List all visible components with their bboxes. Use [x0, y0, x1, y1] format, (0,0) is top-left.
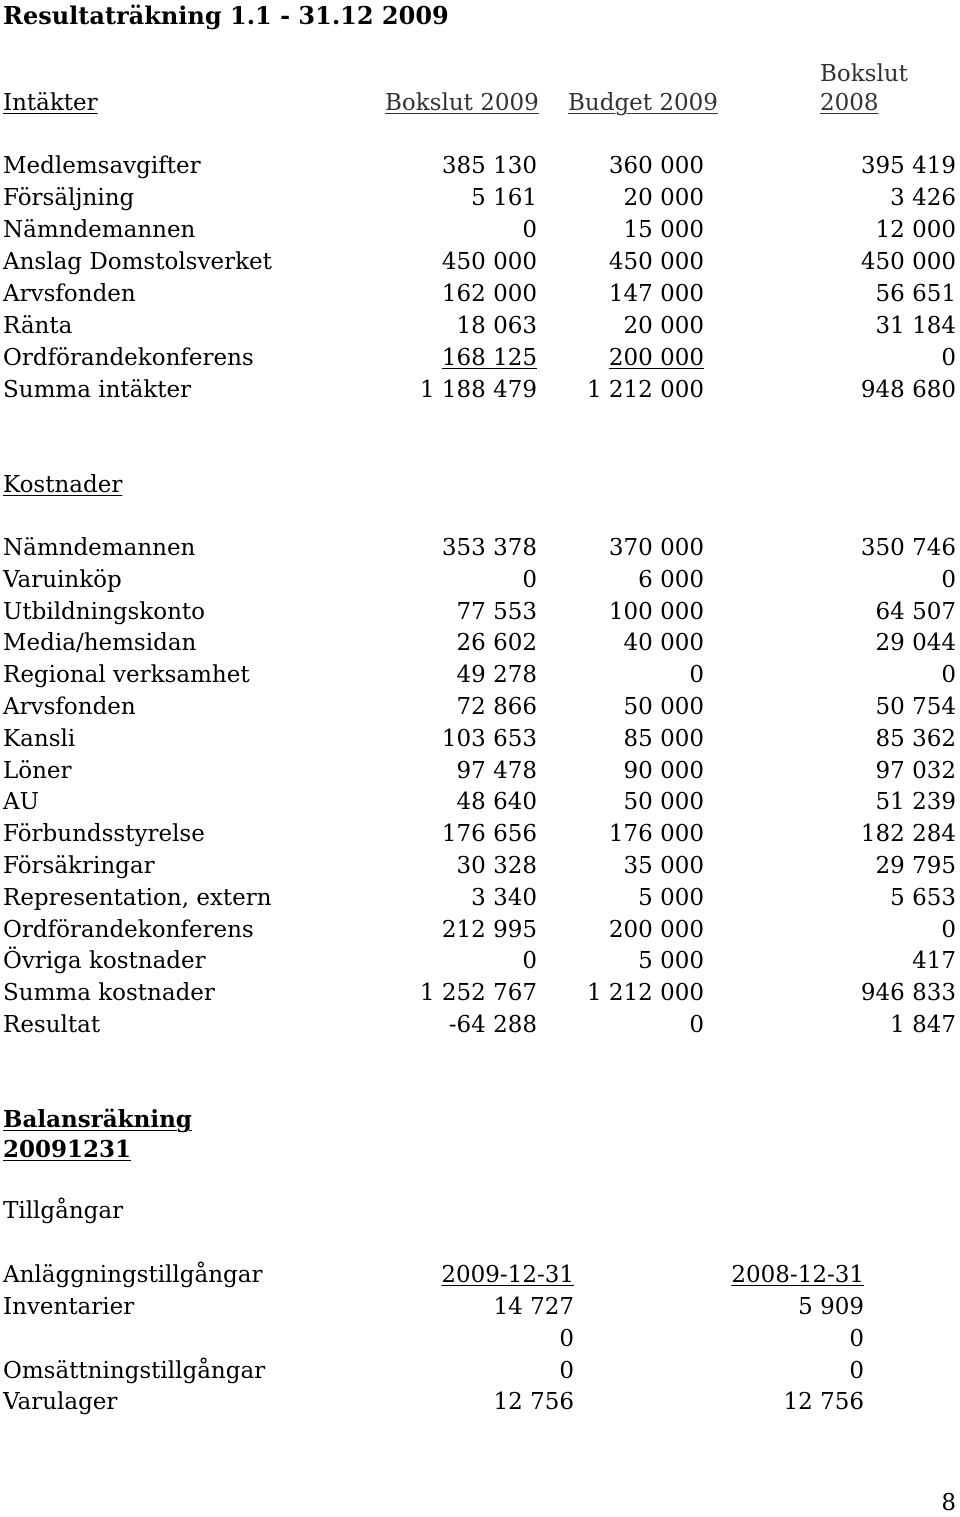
value-bokslut-2008: 64 507	[875, 599, 956, 625]
value-2009: 0	[559, 1358, 574, 1384]
value-budget-2009: 200 000	[608, 345, 704, 371]
value-budget-2009: 90 000	[623, 758, 704, 784]
row-label: Resultat	[3, 1012, 101, 1038]
value-bokslut-2009: 0	[522, 567, 537, 593]
value-bokslut-2008: 182 284	[860, 821, 956, 847]
value-bokslut-2009: 77 553	[456, 599, 537, 625]
value-budget-2009: 176 000	[608, 821, 704, 847]
value-bokslut-2009: 72 866	[456, 694, 537, 720]
value-2008: 5 909	[798, 1294, 864, 1320]
value-bokslut-2008: 29 044	[875, 630, 956, 656]
col-header-bokslut-2008-line2: 2008	[820, 90, 879, 116]
col-header-bokslut-2009: Bokslut 2009	[385, 90, 539, 116]
row-label: Varulager	[3, 1389, 118, 1415]
value-budget-2009: 450 000	[608, 249, 704, 275]
row-label: Löner	[3, 758, 72, 784]
value-2008: 0	[849, 1358, 864, 1384]
value-bokslut-2009: 353 378	[441, 535, 537, 561]
row-label: Försäljning	[3, 185, 135, 211]
value-bokslut-2008: 946 833	[860, 980, 956, 1006]
value-2008: 0	[849, 1326, 864, 1352]
value-budget-2009: 1 212 000	[586, 980, 704, 1006]
row-label: Regional verksamhet	[3, 662, 250, 688]
value-bokslut-2008: 5 653	[890, 885, 956, 911]
value-bokslut-2009: 30 328	[456, 853, 537, 879]
value-budget-2009: 0	[689, 1012, 704, 1038]
value-budget-2009: 5 000	[638, 885, 704, 911]
page-title: Resultaträkning 1.1 - 31.12 2009	[3, 1, 449, 30]
value-bokslut-2009: 176 656	[441, 821, 537, 847]
value-bokslut-2008: 417	[912, 948, 956, 974]
value-bokslut-2009: 1 188 479	[419, 377, 537, 403]
value-budget-2009: 370 000	[608, 535, 704, 561]
row-label: Summa kostnader	[3, 980, 215, 1006]
value-bokslut-2009: 168 125	[441, 345, 537, 371]
value-bokslut-2009: 5 161	[471, 185, 537, 211]
value-budget-2009: 85 000	[623, 726, 704, 752]
row-label: Representation, extern	[3, 885, 272, 911]
value-bokslut-2008: 395 419	[860, 153, 956, 179]
value-bokslut-2008: 450 000	[860, 249, 956, 275]
value-budget-2009: 6 000	[638, 567, 704, 593]
value-budget-2009: 0	[689, 662, 704, 688]
row-label: Ordförandekonferens	[3, 345, 254, 371]
value-bokslut-2008: 31 184	[875, 313, 956, 339]
row-label: Inventarier	[3, 1294, 135, 1320]
value-bokslut-2009: 49 278	[456, 662, 537, 688]
value-bokslut-2008: 0	[941, 567, 956, 593]
value-2008: 12 756	[783, 1389, 864, 1415]
row-label: Arvsfonden	[3, 281, 136, 307]
value-budget-2009: 147 000	[608, 281, 704, 307]
value-bokslut-2008: 948 680	[860, 377, 956, 403]
value-bokslut-2009: 103 653	[441, 726, 537, 752]
value-bokslut-2009: 162 000	[441, 281, 537, 307]
date-2009-header: 2009-12-31	[441, 1262, 574, 1288]
value-bokslut-2009: 212 995	[441, 917, 537, 943]
row-label: Förbundsstyrelse	[3, 821, 205, 847]
value-bokslut-2008: 0	[941, 917, 956, 943]
row-label: Försäkringar	[3, 853, 155, 879]
value-bokslut-2009: 385 130	[441, 153, 537, 179]
row-label: Media/hemsidan	[3, 630, 197, 656]
value-bokslut-2008: 29 795	[875, 853, 956, 879]
row-label: Omsättningstillgångar	[3, 1358, 266, 1384]
value-budget-2009: 35 000	[623, 853, 704, 879]
value-budget-2009: 50 000	[623, 789, 704, 815]
value-bokslut-2008: 0	[941, 345, 956, 371]
value-budget-2009: 5 000	[638, 948, 704, 974]
value-bokslut-2009: 0	[522, 948, 537, 974]
value-bokslut-2009: 48 640	[456, 789, 537, 815]
value-bokslut-2008: 97 032	[875, 758, 956, 784]
value-budget-2009: 50 000	[623, 694, 704, 720]
row-label: Anläggningstillgångar	[3, 1262, 263, 1288]
value-budget-2009: 360 000	[608, 153, 704, 179]
value-budget-2009: 15 000	[623, 217, 704, 243]
assets-heading: Tillgångar	[3, 1198, 124, 1224]
row-label: Nämndemannen	[3, 217, 196, 243]
row-label: Kansli	[3, 726, 76, 752]
value-2009: 14 727	[493, 1294, 574, 1320]
row-label: Ränta	[3, 313, 73, 339]
value-bokslut-2008: 50 754	[875, 694, 956, 720]
row-label: Medlemsavgifter	[3, 153, 201, 179]
income-heading: Intäkter	[3, 90, 98, 116]
value-budget-2009: 20 000	[623, 313, 704, 339]
value-bokslut-2009: 3 340	[471, 885, 537, 911]
value-bokslut-2009: 1 252 767	[419, 980, 537, 1006]
row-label: Nämndemannen	[3, 535, 196, 561]
row-label: AU	[3, 789, 39, 815]
row-label: Arvsfonden	[3, 694, 136, 720]
value-bokslut-2009: 26 602	[456, 630, 537, 656]
value-bokslut-2008: 350 746	[860, 535, 956, 561]
row-label: Ordförandekonferens	[3, 917, 254, 943]
value-2009: 0	[559, 1326, 574, 1352]
value-bokslut-2008: 56 651	[875, 281, 956, 307]
row-label: Varuinköp	[3, 567, 122, 593]
costs-heading: Kostnader	[3, 472, 123, 498]
value-bokslut-2008: 3 426	[890, 185, 956, 211]
value-budget-2009: 1 212 000	[586, 377, 704, 403]
value-bokslut-2009: -64 288	[448, 1012, 537, 1038]
value-budget-2009: 20 000	[623, 185, 704, 211]
row-label: Utbildningskonto	[3, 599, 205, 625]
value-bokslut-2008: 12 000	[875, 217, 956, 243]
balance-heading-line1: Balansräkning	[3, 1106, 192, 1133]
value-bokslut-2009: 18 063	[456, 313, 537, 339]
balance-heading-line2: 20091231	[3, 1136, 132, 1163]
page-number: 8	[941, 1490, 956, 1516]
row-label: Anslag Domstolsverket	[3, 249, 272, 275]
col-header-budget-2009: Budget 2009	[568, 90, 718, 116]
row-label: Övriga kostnader	[3, 948, 206, 974]
value-budget-2009: 200 000	[608, 917, 704, 943]
value-bokslut-2008: 0	[941, 662, 956, 688]
row-label: Summa intäkter	[3, 377, 192, 403]
col-header-bokslut-2008-line1: Bokslut	[820, 61, 908, 87]
date-2008-header: 2008-12-31	[731, 1262, 864, 1288]
value-budget-2009: 100 000	[608, 599, 704, 625]
value-2009: 12 756	[493, 1389, 574, 1415]
value-bokslut-2008: 85 362	[875, 726, 956, 752]
value-budget-2009: 40 000	[623, 630, 704, 656]
value-bokslut-2009: 0	[522, 217, 537, 243]
value-bokslut-2008: 1 847	[890, 1012, 956, 1038]
value-bokslut-2009: 450 000	[441, 249, 537, 275]
value-bokslut-2008: 51 239	[875, 789, 956, 815]
value-bokslut-2009: 97 478	[456, 758, 537, 784]
